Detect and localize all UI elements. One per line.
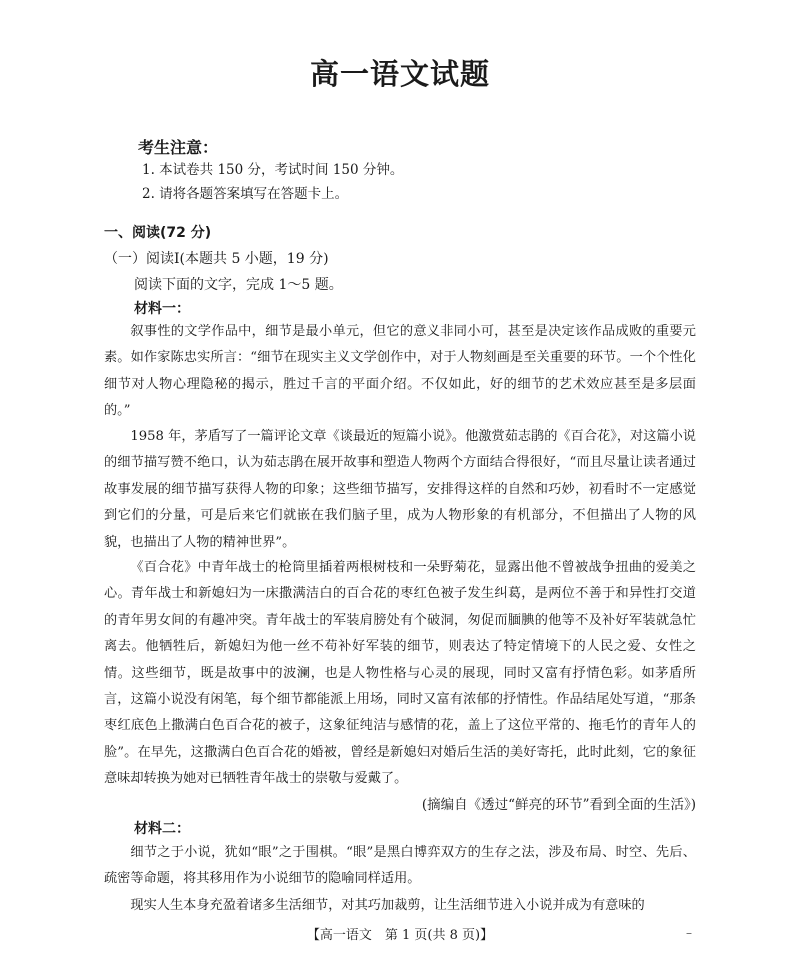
- section-heading: 一、阅读(72 分): [104, 225, 212, 241]
- page-footer: 【高一语文 第 1 页(共 8 页)】: [306, 928, 494, 943]
- paragraph: 1958 年，茅盾写了一篇评论文章《谈最近的短篇小说》。他激赏茹志鹃的《百合花》，对这篇小说的细节描写赞不绝口，认为茹志鹃在展开故事和塑造人物两个方面结合得很好，“而且尽量让读者通过故事发展的细节描写获得人物的印象；这些细节描写，安排得这样的自然和巧妙，初看时不一定感觉到它们的分量，可是后来它们就嵌在我们脑子里，成为人物形象的有机部分，不但描出了人物的风貌，也描出了人物的精神世界”。: [104, 429, 696, 550]
- paragraph: 细节之于小说，犹如“眼”之于围棋。“眼”是黑白博弈双方的生存之法，涉及布局、时空、先后、疏密等命题，将其移用作为小说细节的隐喻同样适用。: [104, 845, 696, 887]
- page-title: 高一语文试题: [309, 57, 490, 91]
- notice-heading: 考生注意：: [138, 138, 219, 157]
- material-two-label: 材料二：: [134, 821, 190, 837]
- paragraph: 叙事性的文学作品中，细节是最小单元，但它的意义非同小可，甚至是决定该作品成败的重要元素。如作家陈忠实所言：“细节在现实主义文学创作中，对于人物刻画是至关重要的环节。一个个性化细节对人物心理隐秘的揭示，胜过千言的平面介绍。不仅如此，好的细节的艺术效应甚至是多层面的。”: [104, 324, 696, 419]
- corner-mark: –: [686, 926, 692, 940]
- notice-item: 2. 请将各题答案填写在答题卡上。: [142, 186, 349, 202]
- instruction-text: 阅读下面的文字，完成 1～5 题。: [134, 277, 343, 293]
- notice-item: 1. 本试卷共 150 分，考试时间 150 分钟。: [142, 162, 404, 178]
- paragraph: 现实人生本身充盈着诸多生活细节，对其巧加裁剪，让生活细节进入小说并成为有意味的: [130, 898, 645, 913]
- paragraph: 《百合花》中青年战士的枪筒里插着两根树枝和一朵野菊花，显露出他不曾被战争扭曲的爱美之心。青年战士和新媳妇为一床撒满洁白的百合花的枣红色被子发生纠葛，是两位不善于和异性打交道的青年男女间的有趣冲突。青年战士的军装肩膀处有个破洞，匆促而腼腆的他等不及补好军装就急忙离去。他牺牲后，新媳妇为他一丝不苟补好军装的细节，则表达了特定情境下的人民之爱、女性之情。这些细节，既是故事中的波澜，也是人物性格与心灵的展现，同时又富有抒情色彩。如茅盾所言，这篇小说没有闲笔，每个细节都能派上用场，同时又富有浓郁的抒情性。作品结尾处写道，“那条枣红底色上撒满白色百合花的被子，这象征纯洁与感情的花，盖上了这位平常的、拖毛竹的青年人的脸”。在早先，这撒满白色百合花的婚被，曾经是新媳妇对婚后生活的美好寄托，此时此刻，它的象征意味却转换为她对已牺牲青年战士的崇敬与爱戴了。: [104, 560, 696, 787]
- material-one-label: 材料一：: [134, 301, 190, 317]
- source-citation: (摘编自《透过“鲜亮的环节”看到全面的生活》): [421, 797, 696, 813]
- part-heading: （一）阅读Ⅰ(本题共 5 小题，19 分): [104, 251, 329, 267]
